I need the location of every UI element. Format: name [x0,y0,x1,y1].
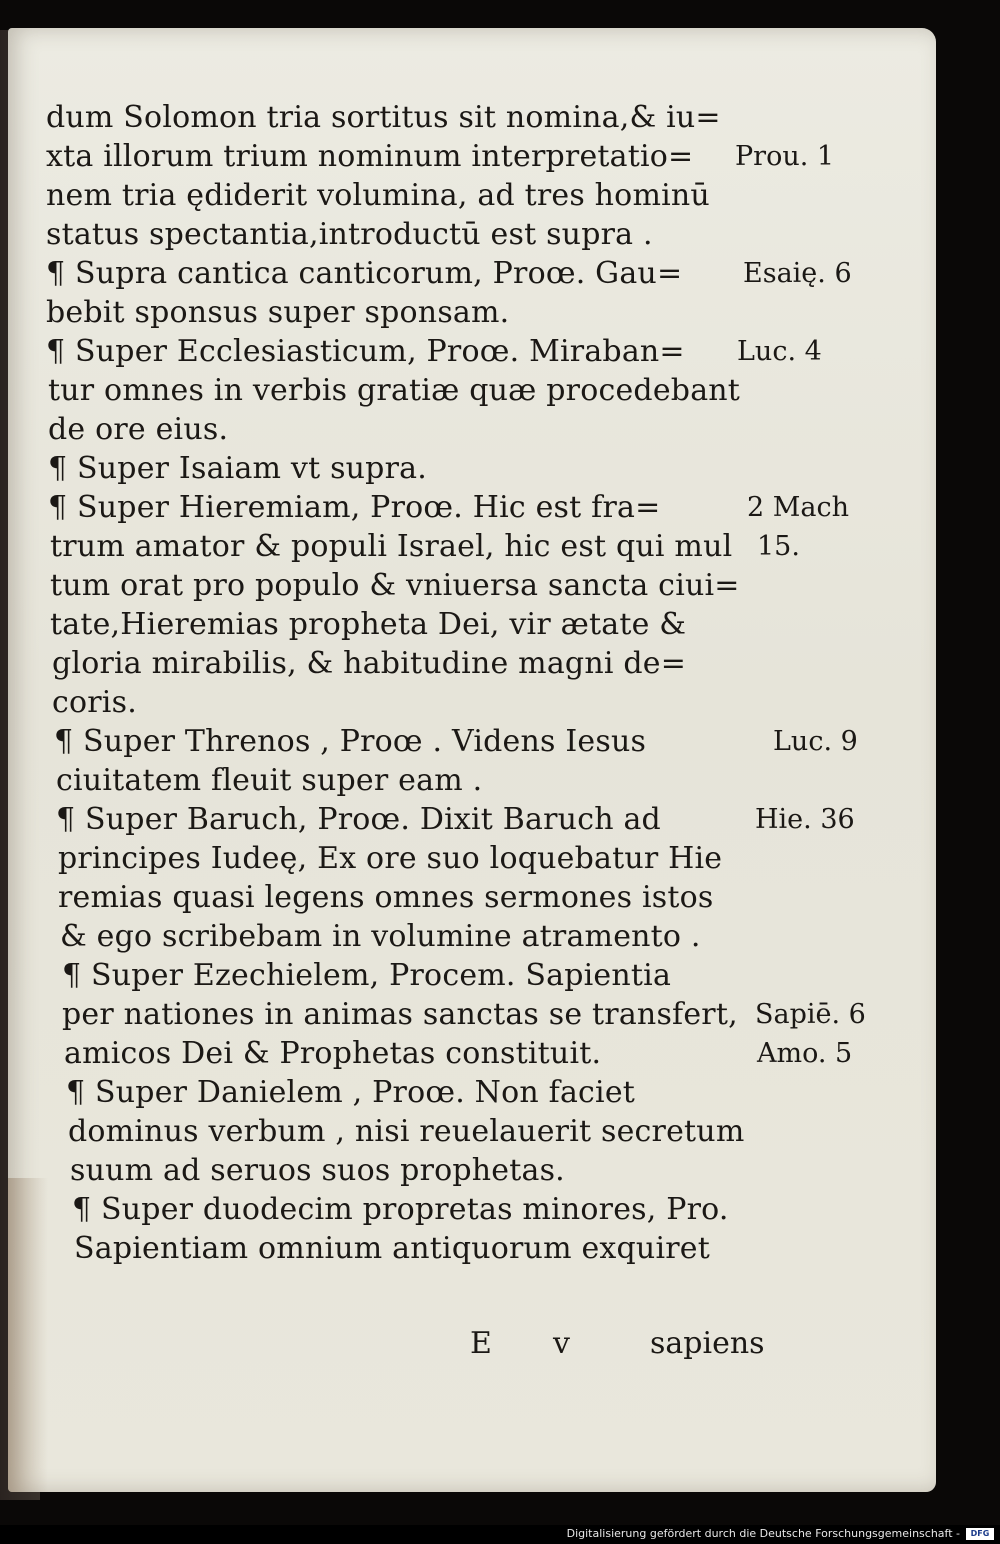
text-line: ¶ Super duodecim propretas minores, Pro. [72,1192,729,1227]
text-line: ¶ Super Isaiam vt supra. [48,451,427,486]
text-line: & ego scribebam in volumine atramento . [60,919,701,954]
text-line: dum Solomon tria sortitus sit nomina,& iu= [46,100,721,135]
text-line: xta illorum trium nominum interpretatio= [46,139,694,174]
text-line: remias quasi legens omnes sermones istos [58,880,714,915]
catchword: sapiens [650,1326,765,1361]
text-line: ¶ Supra cantica canticorum, Proœ. Gau= [46,256,683,291]
main-text-block [40,98,760,1268]
signature-roman: v [553,1326,570,1361]
text-line: ciuitatem fleuit super eam . [56,763,483,798]
text-line: nem tria ędiderit volumina, ad tres hominū [46,178,710,213]
text-line: suum ad seruos suos prophetas. [70,1153,565,1188]
text-line: gloria mirabilis, & habitudine magni de= [52,646,687,681]
funding-credit: Digitalisierung gefördert durch die Deutsche Forschungsgemeinschaft - [566,1527,960,1540]
text-line: ¶ Super Baruch, Proœ. Dixit Baruch ad [56,802,661,837]
signature-letter: E [470,1326,492,1361]
margin-note: Hie. 36 [755,804,855,835]
margin-note: Luc. 9 [773,726,858,757]
text-line: tur omnes in verbis gratiæ quæ procedebant [48,373,741,408]
margin-note: Luc. 4 [737,336,822,367]
margin-note: Esaię. 6 [743,258,852,289]
text-line: status spectantia,introductū est supra . [46,217,653,252]
margin-note: Prou. 1 [735,141,835,172]
text-line: ¶ Super Hieremiam, Proœ. Hic est fra= [48,490,661,525]
footer-bar [0,1525,1000,1544]
text-line: ¶ Super Ecclesiasticum, Proœ. Miraban= [46,334,685,369]
text-line: coris. [52,685,137,720]
text-line: principes Iudeę, Ex ore suo loquebatur Hie [58,841,723,876]
text-line: bebit sponsus super sponsam. [46,295,510,330]
text-line: ¶ Super Ezechielem, Procem. Sapientia [62,958,672,993]
text-line: per nationes in animas sanctas se transfert, [62,997,738,1032]
margin-note: 15. [757,531,800,562]
text-line: ¶ Super Threnos , Proœ . Videns Iesus [54,724,647,759]
text-line: tum orat pro populo & vniuersa sancta ciui= [50,568,740,603]
text-line: amicos Dei & Prophetas constituit. [64,1036,602,1071]
dfg-logo-icon: DFG [966,1528,994,1540]
margin-note: Amo. 5 [757,1038,853,1069]
text-line: de ore eius. [48,412,229,447]
margin-note: 2 Mach [747,492,850,523]
text-line: trum amator & populi Israel, hic est qui mul [50,529,733,564]
book-page [8,28,936,1492]
text-line: dominus verbum , nisi reuelauerit secretum [68,1114,745,1149]
text-line: ¶ Super Danielem , Proœ. Non faciet [66,1075,636,1110]
margin-note: Sapiē. 6 [755,999,866,1030]
text-line: Sapientiam omnium antiquorum exquiret [74,1231,710,1266]
text-line: tate,Hieremias propheta Dei, vir ætate & [50,607,687,642]
